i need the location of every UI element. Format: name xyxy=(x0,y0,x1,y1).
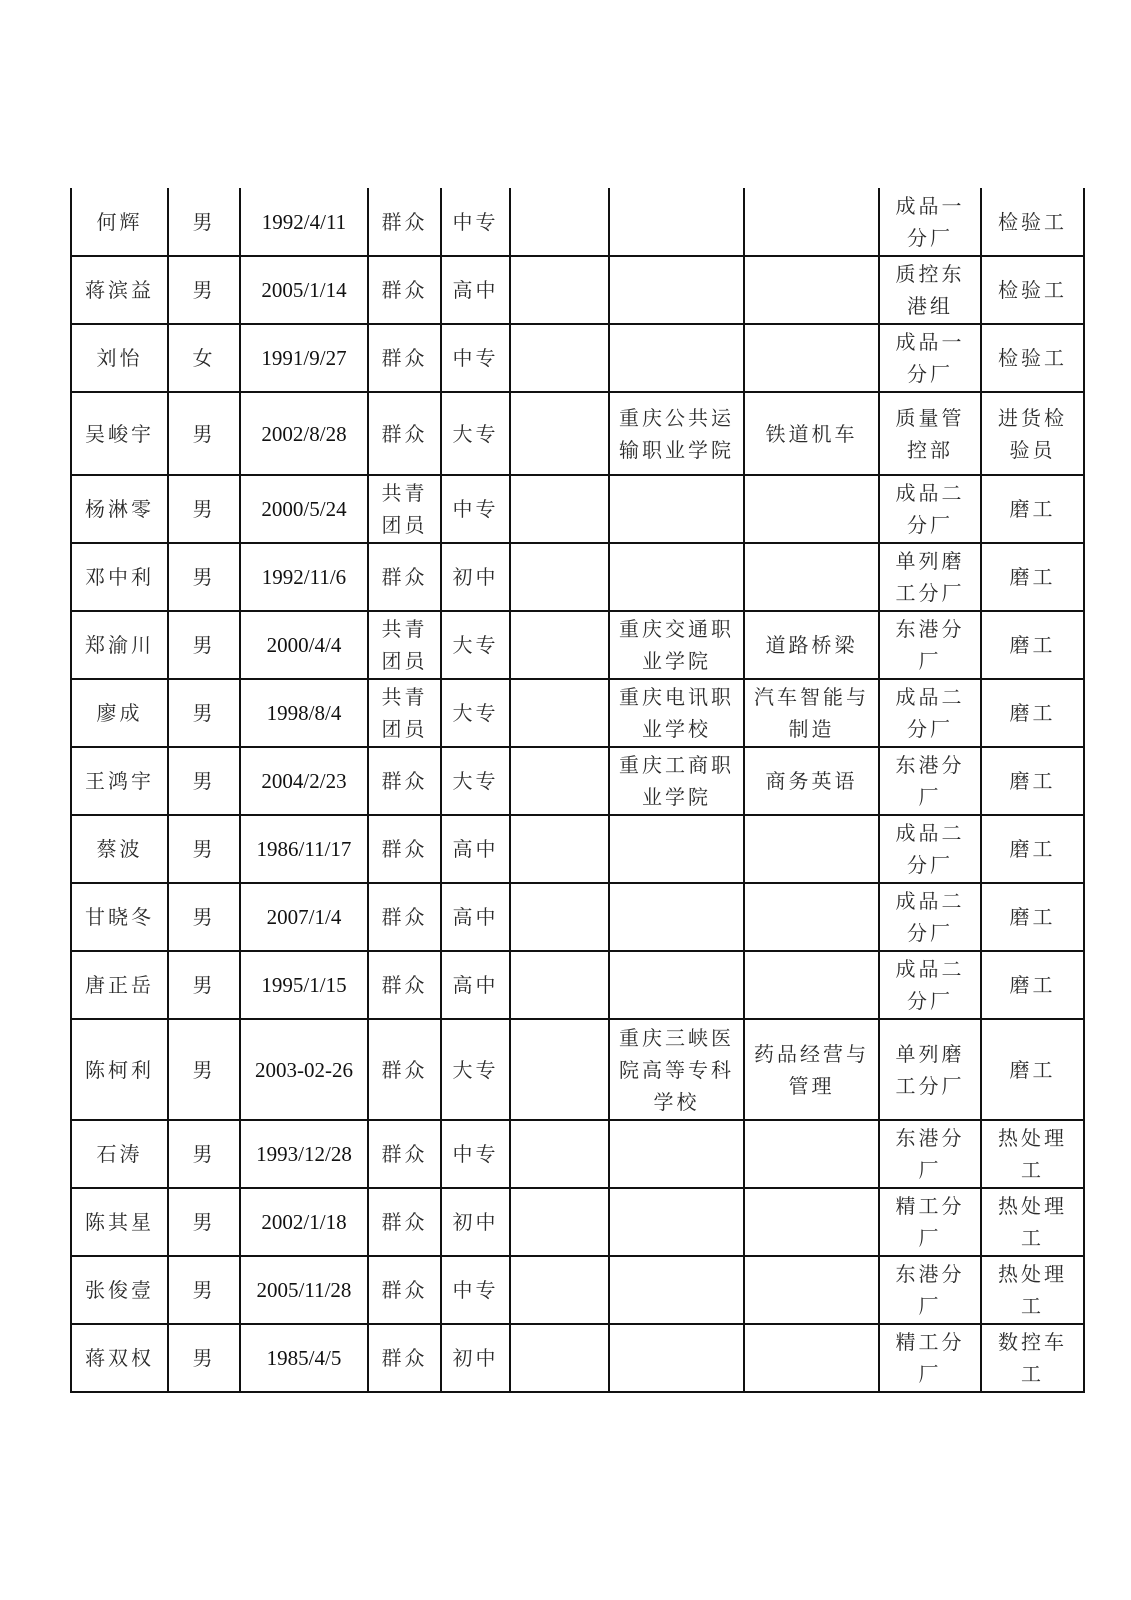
cell-name: 何辉 xyxy=(71,188,168,256)
cell-remark xyxy=(510,543,609,611)
cell-remark xyxy=(510,747,609,815)
cell-position: 磨工 xyxy=(981,883,1084,951)
cell-department: 成品一分厂 xyxy=(879,188,981,256)
cell-birth-date: 1995/1/15 xyxy=(240,951,368,1019)
cell-political-status: 群众 xyxy=(368,883,441,951)
cell-gender: 男 xyxy=(168,679,240,747)
table-row xyxy=(71,747,1084,815)
cell-major: 道路桥梁 xyxy=(744,611,879,679)
cell-remark xyxy=(510,1019,609,1120)
cell-education: 初中 xyxy=(441,1324,510,1392)
cell-education: 大专 xyxy=(441,747,510,815)
cell-remark xyxy=(510,392,609,475)
cell-remark xyxy=(510,1324,609,1392)
cell-political-status: 群众 xyxy=(368,1120,441,1188)
cell-remark xyxy=(510,324,609,392)
cell-gender: 男 xyxy=(168,883,240,951)
cell-major xyxy=(744,188,879,256)
cell-name: 王鸿宇 xyxy=(71,747,168,815)
cell-major xyxy=(744,475,879,543)
cell-gender: 男 xyxy=(168,392,240,475)
cell-birth-date: 1993/12/28 xyxy=(240,1120,368,1188)
cell-birth-date: 2002/8/28 xyxy=(240,392,368,475)
table-row xyxy=(71,815,1084,883)
cell-school xyxy=(609,1324,744,1392)
cell-birth-date: 1986/11/17 xyxy=(240,815,368,883)
cell-major xyxy=(744,1120,879,1188)
cell-department: 成品二分厂 xyxy=(879,475,981,543)
cell-major: 铁道机车 xyxy=(744,392,879,475)
cell-education: 中专 xyxy=(441,324,510,392)
table-row xyxy=(71,1188,1084,1256)
table-row xyxy=(71,1120,1084,1188)
cell-department: 成品一分厂 xyxy=(879,324,981,392)
cell-birth-date: 2000/5/24 xyxy=(240,475,368,543)
table-row xyxy=(71,883,1084,951)
cell-name: 刘怡 xyxy=(71,324,168,392)
cell-position: 磨工 xyxy=(981,679,1084,747)
cell-gender: 男 xyxy=(168,543,240,611)
table-row xyxy=(71,1256,1084,1324)
cell-school xyxy=(609,256,744,324)
cell-school xyxy=(609,475,744,543)
cell-political-status: 群众 xyxy=(368,256,441,324)
personnel-table xyxy=(70,188,1085,1393)
cell-gender: 男 xyxy=(168,1256,240,1324)
cell-education: 中专 xyxy=(441,1120,510,1188)
cell-position: 热处理工 xyxy=(981,1256,1084,1324)
cell-school xyxy=(609,883,744,951)
cell-position: 磨工 xyxy=(981,951,1084,1019)
cell-education: 中专 xyxy=(441,1256,510,1324)
cell-remark xyxy=(510,1120,609,1188)
cell-political-status: 群众 xyxy=(368,747,441,815)
cell-name: 吴峻宇 xyxy=(71,392,168,475)
cell-major xyxy=(744,815,879,883)
cell-birth-date: 2005/1/14 xyxy=(240,256,368,324)
cell-major: 商务英语 xyxy=(744,747,879,815)
cell-education: 高中 xyxy=(441,951,510,1019)
cell-birth-date: 2002/1/18 xyxy=(240,1188,368,1256)
cell-birth-date: 2004/2/23 xyxy=(240,747,368,815)
cell-gender: 男 xyxy=(168,815,240,883)
cell-remark xyxy=(510,188,609,256)
cell-education: 大专 xyxy=(441,1019,510,1120)
cell-remark xyxy=(510,951,609,1019)
cell-education: 中专 xyxy=(441,188,510,256)
cell-position: 磨工 xyxy=(981,747,1084,815)
cell-major xyxy=(744,256,879,324)
cell-political-status: 群众 xyxy=(368,324,441,392)
cell-major xyxy=(744,951,879,1019)
cell-name: 唐正岳 xyxy=(71,951,168,1019)
table-row xyxy=(71,679,1084,747)
cell-department: 成品二分厂 xyxy=(879,815,981,883)
cell-position: 磨工 xyxy=(981,1019,1084,1120)
cell-gender: 男 xyxy=(168,747,240,815)
cell-school xyxy=(609,815,744,883)
table-row xyxy=(71,1019,1084,1120)
cell-education: 中专 xyxy=(441,475,510,543)
cell-major xyxy=(744,883,879,951)
cell-remark xyxy=(510,611,609,679)
cell-department: 精工分厂 xyxy=(879,1324,981,1392)
cell-birth-date: 2007/1/4 xyxy=(240,883,368,951)
cell-major: 药品经营与管理 xyxy=(744,1019,879,1120)
cell-name: 廖成 xyxy=(71,679,168,747)
cell-position: 热处理工 xyxy=(981,1188,1084,1256)
cell-major xyxy=(744,1324,879,1392)
cell-department: 东港分厂 xyxy=(879,747,981,815)
cell-name: 郑渝川 xyxy=(71,611,168,679)
cell-department: 成品二分厂 xyxy=(879,679,981,747)
cell-major xyxy=(744,543,879,611)
cell-political-status: 共青团员 xyxy=(368,475,441,543)
cell-political-status: 群众 xyxy=(368,1256,441,1324)
cell-name: 蒋滨益 xyxy=(71,256,168,324)
cell-education: 大专 xyxy=(441,392,510,475)
cell-position: 数控车工 xyxy=(981,1324,1084,1392)
cell-remark xyxy=(510,883,609,951)
cell-position: 检验工 xyxy=(981,324,1084,392)
table-row xyxy=(71,611,1084,679)
cell-education: 大专 xyxy=(441,611,510,679)
cell-department: 精工分厂 xyxy=(879,1188,981,1256)
cell-name: 石涛 xyxy=(71,1120,168,1188)
cell-position: 热处理工 xyxy=(981,1120,1084,1188)
cell-political-status: 共青团员 xyxy=(368,611,441,679)
cell-name: 张俊壹 xyxy=(71,1256,168,1324)
cell-birth-date: 2003-02-26 xyxy=(240,1019,368,1120)
table-row xyxy=(71,1324,1084,1392)
cell-department: 东港分厂 xyxy=(879,611,981,679)
cell-school xyxy=(609,188,744,256)
cell-name: 邓中利 xyxy=(71,543,168,611)
cell-political-status: 群众 xyxy=(368,1188,441,1256)
cell-school: 重庆电讯职业学校 xyxy=(609,679,744,747)
cell-education: 高中 xyxy=(441,256,510,324)
cell-birth-date: 2000/4/4 xyxy=(240,611,368,679)
table-row xyxy=(71,951,1084,1019)
cell-department: 单列磨工分厂 xyxy=(879,1019,981,1120)
cell-department: 质控东港组 xyxy=(879,256,981,324)
cell-gender: 女 xyxy=(168,324,240,392)
cell-birth-date: 2005/11/28 xyxy=(240,1256,368,1324)
cell-department: 东港分厂 xyxy=(879,1256,981,1324)
cell-name: 陈柯利 xyxy=(71,1019,168,1120)
cell-major xyxy=(744,1188,879,1256)
cell-birth-date: 1992/11/6 xyxy=(240,543,368,611)
cell-birth-date: 1992/4/11 xyxy=(240,188,368,256)
cell-gender: 男 xyxy=(168,188,240,256)
cell-gender: 男 xyxy=(168,475,240,543)
cell-major xyxy=(744,324,879,392)
table-row xyxy=(71,188,1084,256)
cell-major xyxy=(744,1256,879,1324)
cell-gender: 男 xyxy=(168,611,240,679)
cell-name: 陈其星 xyxy=(71,1188,168,1256)
cell-department: 东港分厂 xyxy=(879,1120,981,1188)
table-row xyxy=(71,256,1084,324)
cell-remark xyxy=(510,475,609,543)
cell-position: 进货检验员 xyxy=(981,392,1084,475)
table-row xyxy=(71,392,1084,475)
table-body xyxy=(71,188,1084,1392)
cell-political-status: 群众 xyxy=(368,951,441,1019)
cell-school: 重庆工商职业学院 xyxy=(609,747,744,815)
cell-school xyxy=(609,951,744,1019)
cell-position: 磨工 xyxy=(981,475,1084,543)
cell-position: 磨工 xyxy=(981,543,1084,611)
cell-birth-date: 1991/9/27 xyxy=(240,324,368,392)
cell-birth-date: 1998/8/4 xyxy=(240,679,368,747)
cell-political-status: 群众 xyxy=(368,188,441,256)
cell-political-status: 群众 xyxy=(368,1324,441,1392)
cell-name: 杨淋零 xyxy=(71,475,168,543)
cell-position: 磨工 xyxy=(981,815,1084,883)
cell-department: 成品二分厂 xyxy=(879,951,981,1019)
cell-gender: 男 xyxy=(168,256,240,324)
cell-department: 质量管控部 xyxy=(879,392,981,475)
cell-education: 初中 xyxy=(441,543,510,611)
cell-remark xyxy=(510,1256,609,1324)
cell-position: 磨工 xyxy=(981,611,1084,679)
cell-gender: 男 xyxy=(168,1188,240,1256)
cell-education: 高中 xyxy=(441,883,510,951)
cell-political-status: 共青团员 xyxy=(368,679,441,747)
cell-gender: 男 xyxy=(168,1324,240,1392)
cell-education: 初中 xyxy=(441,1188,510,1256)
table-row xyxy=(71,475,1084,543)
cell-political-status: 群众 xyxy=(368,815,441,883)
cell-name: 蒋双权 xyxy=(71,1324,168,1392)
cell-school xyxy=(609,1256,744,1324)
cell-education: 高中 xyxy=(441,815,510,883)
cell-remark xyxy=(510,815,609,883)
cell-gender: 男 xyxy=(168,1120,240,1188)
table-row xyxy=(71,324,1084,392)
cell-school xyxy=(609,324,744,392)
cell-position: 检验工 xyxy=(981,188,1084,256)
table-row xyxy=(71,543,1084,611)
cell-remark xyxy=(510,1188,609,1256)
cell-gender: 男 xyxy=(168,1019,240,1120)
cell-birth-date: 1985/4/5 xyxy=(240,1324,368,1392)
cell-school xyxy=(609,1120,744,1188)
cell-major: 汽车智能与制造 xyxy=(744,679,879,747)
cell-school: 重庆交通职业学院 xyxy=(609,611,744,679)
cell-remark xyxy=(510,256,609,324)
cell-school xyxy=(609,1188,744,1256)
cell-remark xyxy=(510,679,609,747)
cell-political-status: 群众 xyxy=(368,1019,441,1120)
cell-name: 甘晓冬 xyxy=(71,883,168,951)
cell-political-status: 群众 xyxy=(368,543,441,611)
cell-department: 成品二分厂 xyxy=(879,883,981,951)
cell-position: 检验工 xyxy=(981,256,1084,324)
cell-school: 重庆三峡医院高等专科学校 xyxy=(609,1019,744,1120)
cell-gender: 男 xyxy=(168,951,240,1019)
cell-political-status: 群众 xyxy=(368,392,441,475)
cell-education: 大专 xyxy=(441,679,510,747)
cell-department: 单列磨工分厂 xyxy=(879,543,981,611)
cell-name: 蔡波 xyxy=(71,815,168,883)
cell-school: 重庆公共运输职业学院 xyxy=(609,392,744,475)
cell-school xyxy=(609,543,744,611)
